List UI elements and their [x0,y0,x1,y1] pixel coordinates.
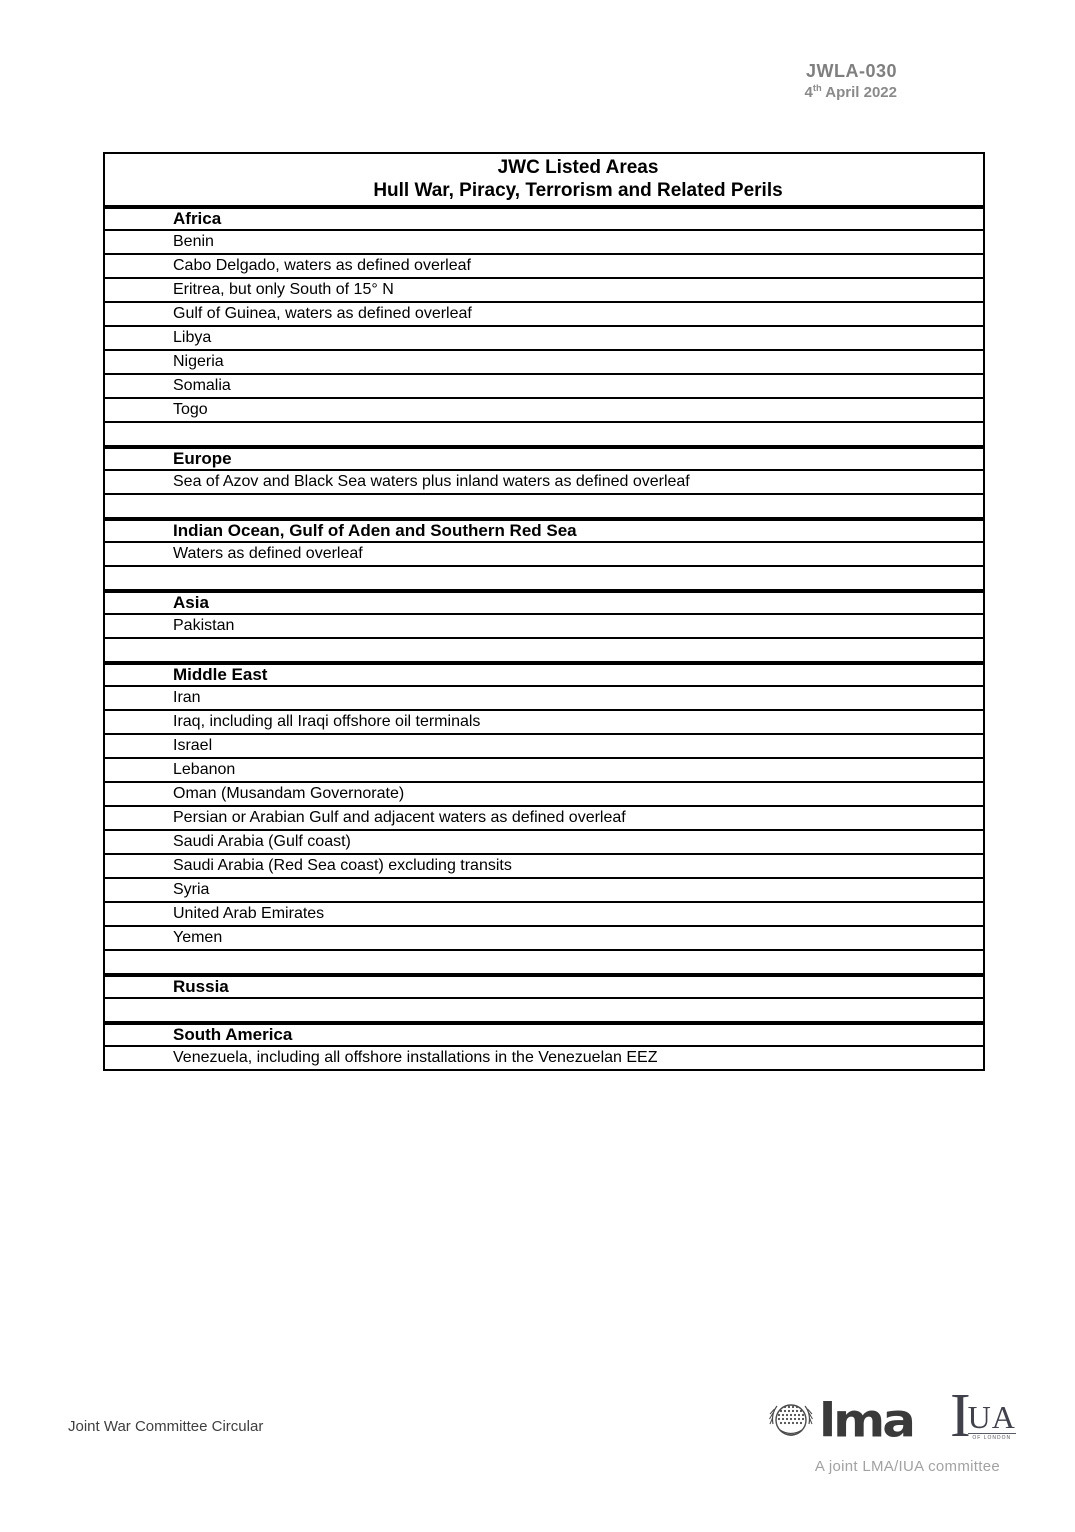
listed-area-row: Benin [105,231,983,255]
iua-sub-caption: OF LONDON [968,1433,1016,1441]
lma-wordmark: lma [819,1393,913,1448]
table-title-line2: Hull War, Piracy, Terrorism and Related Perils [373,180,783,201]
listed-area-row: Saudi Arabia (Red Sea coast) excluding transits [105,855,983,879]
date-day: 4 [804,83,813,101]
section-header-row: Asia [105,591,983,615]
listed-area-row: Waters as defined overleaf [105,543,983,567]
document-reference-block [805,60,897,102]
table-title-block [105,154,983,207]
separator-row [105,423,983,447]
footer-circular-label: Joint War Committee Circular [68,1418,264,1435]
lma-logo [768,1392,913,1449]
circular-reference: JWLA-030 [805,61,897,81]
jwc-table-rows [105,207,983,1069]
listed-area-row: Persian or Arabian Gulf and adjacent waters as defined overleaf [105,807,983,831]
listed-area-row: United Arab Emirates [105,903,983,927]
listed-area-row: Nigeria [105,351,983,375]
listed-area-row: Israel [105,735,983,759]
circular-date [805,83,897,103]
section-header-row: Middle East [105,663,983,687]
section-header-row: Russia [105,975,983,999]
section-header-row: Indian Ocean, Gulf of Aden and Southern Red Sea [105,519,983,543]
separator-row [105,495,983,519]
date-ordinal-suffix: th [812,82,822,93]
table-title-line1: JWC Listed Areas [497,157,659,178]
listed-area-row: Lebanon [105,759,983,783]
listed-area-row: Libya [105,327,983,351]
jwc-listed-areas-table [103,152,985,1071]
listed-area-row: Oman (Musandam Governorate) [105,783,983,807]
iua-logo [950,1382,1016,1450]
iua-right-block [967,1399,1016,1441]
separator-row [105,951,983,975]
iua-letter-i: I [950,1382,971,1450]
listed-area-row: Iran [105,687,983,711]
listed-area-row: Cabo Delgado, waters as defined overleaf [105,255,983,279]
listed-area-row: Syria [105,879,983,903]
footer-joint-committee-tagline: A joint LMA/IUA committee [814,1458,1000,1475]
section-header-row: Europe [105,447,983,471]
listed-area-row: Sea of Azov and Black Sea waters plus inland waters as defined overleaf [105,471,983,495]
section-header-row: South America [105,1023,983,1047]
lma-globe-icon [768,1392,814,1449]
listed-area-row: Iraq, including all Iraqi offshore oil terminals [105,711,983,735]
listed-area-row: Venezuela, including all offshore installations in the Venezuelan EEZ [173,1049,658,1066]
date-month-year: April 2022 [821,83,897,101]
iua-letters-ua: UA [967,1399,1016,1435]
section-header-row: Africa [105,207,983,231]
separator-row [105,999,983,1023]
listed-area-row: Yemen [105,927,983,951]
separator-row [105,567,983,591]
listed-area-row: Somalia [105,375,983,399]
listed-area-row: Eritrea, but only South of 15° N [105,279,983,303]
listed-area-row: Saudi Arabia (Gulf coast) [105,831,983,855]
listed-area-row: Gulf of Guinea, waters as defined overleaf [105,303,983,327]
listed-area-row: Togo [105,399,983,423]
separator-row [105,639,983,663]
listed-area-row: Pakistan [105,615,983,639]
